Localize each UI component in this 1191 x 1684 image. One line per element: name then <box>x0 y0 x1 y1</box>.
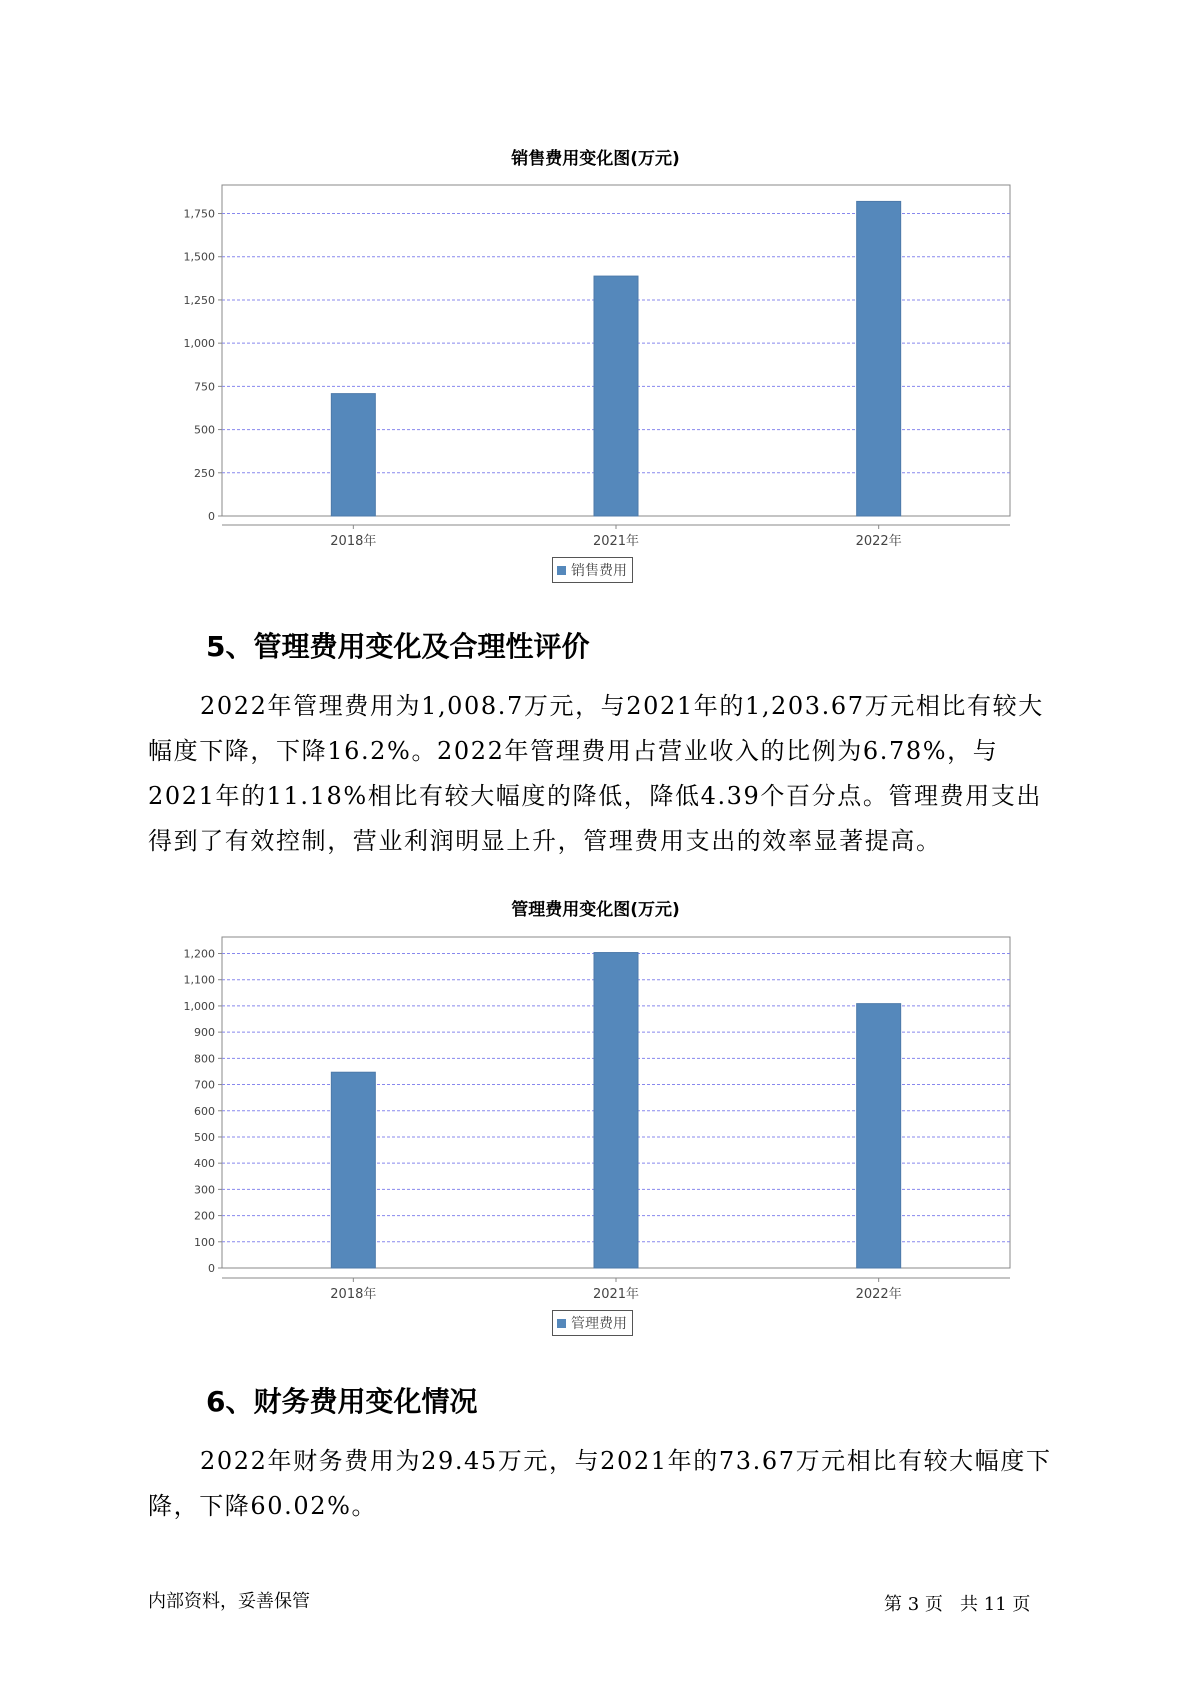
y-tick-label: 900 <box>194 1026 215 1040</box>
chart-title: 管理费用变化图(万元) <box>511 900 680 920</box>
x-tick-label: 2021年 <box>592 1287 640 1302</box>
y-tick-label: 100 <box>194 1235 215 1249</box>
x-tick-label: 2018年 <box>330 534 377 549</box>
chart-title: 销售费用变化图(万元) <box>511 149 680 169</box>
y-tick-label: 400 <box>194 1157 215 1171</box>
section-5-paragraph: 2022年管理费用为1,008.7万元，与2021年的1,203.67万元相比有较大幅度下降，下降16.2%。2022年管理费用占营业收入的比例为6.78%，与2021年的11.18%相比有较大幅度的降低，降低4.39个百分点。管理费用支出得到了有效控制，营业利润明显上升，管理费用支出的效率显著提高。 <box>148 692 1044 855</box>
y-tick-label: 1,500 <box>183 250 215 264</box>
legend-label: 管理费用 <box>571 1316 627 1332</box>
y-tick-label: 700 <box>194 1078 215 1092</box>
section-6-paragraph: 2022年财务费用为29.45万元，与2021年的73.67万元相比有较大幅度下降，下降60.02%。 <box>148 1447 1052 1520</box>
x-tick-label: 2021年 <box>592 534 640 549</box>
bar <box>331 1072 375 1268</box>
y-tick-label: 0 <box>208 510 215 523</box>
y-tick-label: 500 <box>194 423 215 437</box>
y-tick-label: 1,750 <box>183 207 215 221</box>
section-5-heading: 5、管理费用变化及合理性评价 <box>206 630 590 663</box>
legend-swatch <box>557 1319 566 1328</box>
x-tick-label: 2018年 <box>330 1287 377 1302</box>
y-tick-label: 1,100 <box>183 973 215 987</box>
y-tick-label: 200 <box>194 1209 215 1223</box>
y-tick-label: 250 <box>194 466 215 480</box>
y-tick-label: 500 <box>194 1130 215 1144</box>
legend-label: 销售费用 <box>571 563 627 579</box>
bar <box>857 1004 901 1268</box>
y-tick-label: 600 <box>194 1104 215 1118</box>
y-tick-label: 1,000 <box>183 999 215 1013</box>
section-6-heading: 6、财务费用变化情况 <box>206 1385 478 1418</box>
y-tick-label: 300 <box>194 1183 215 1197</box>
y-tick-label: 800 <box>194 1052 215 1066</box>
y-tick-label: 1,200 <box>183 947 215 961</box>
y-tick-label: 750 <box>194 380 215 394</box>
y-tick-label: 0 <box>208 1262 215 1275</box>
x-tick-label: 2022年 <box>855 534 902 549</box>
chart-legend <box>552 1310 633 1336</box>
bar <box>594 953 638 1268</box>
y-tick-label: 1,250 <box>183 293 215 307</box>
footer-confidential-note: 内部资料，妥善保管 <box>148 1591 310 1612</box>
x-tick-label: 2022年 <box>855 1287 902 1302</box>
footer-page-number: 第 3 页 共 11 页 <box>884 1594 1031 1615</box>
y-tick-label: 1,000 <box>183 337 215 351</box>
